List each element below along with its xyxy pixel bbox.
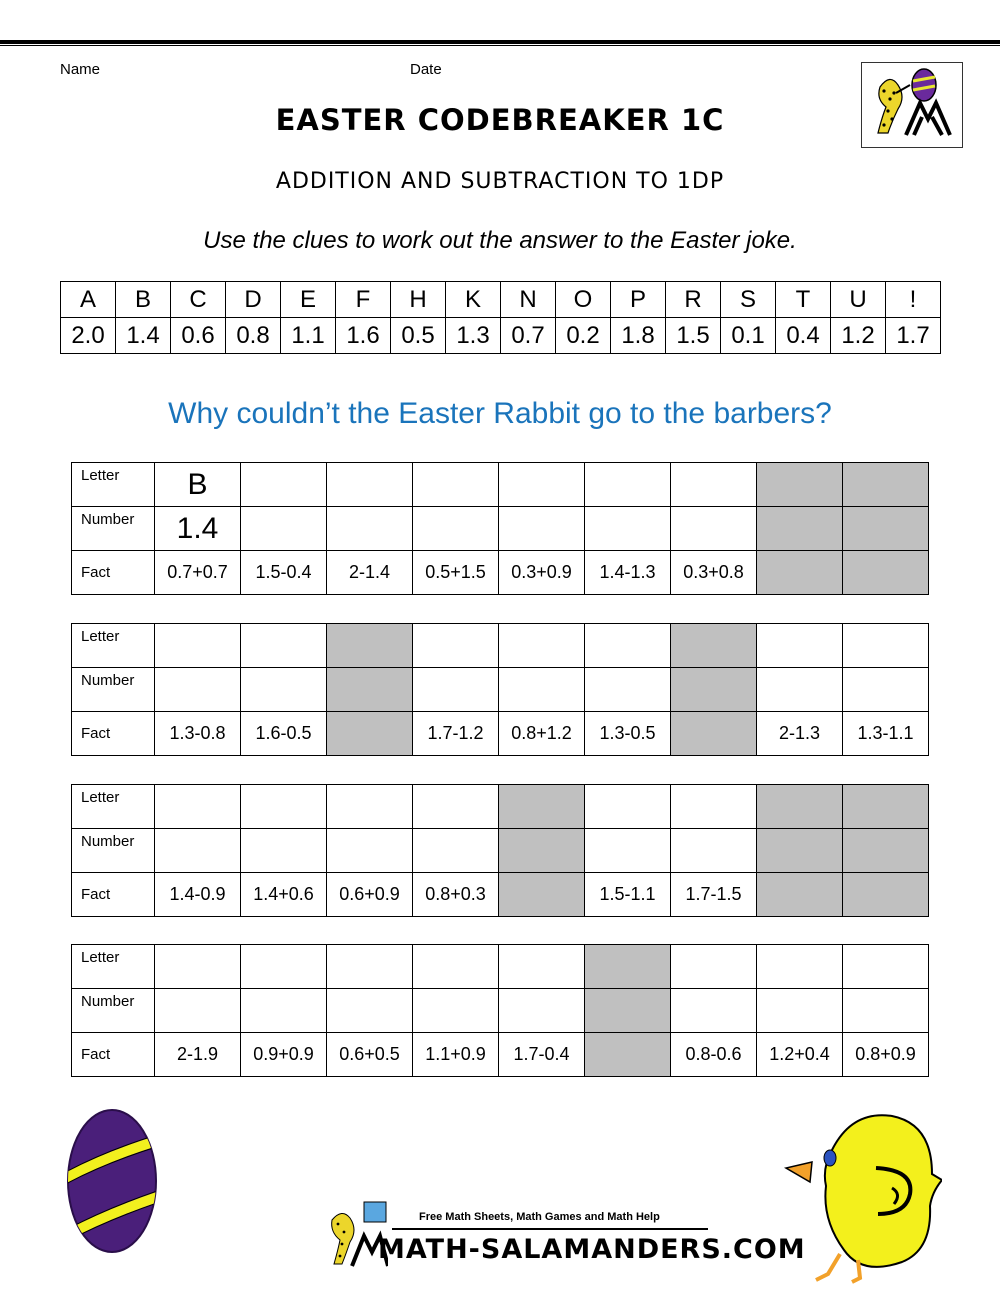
code-key-letter: E xyxy=(281,282,336,318)
grid-number-cell[interactable] xyxy=(241,668,327,712)
shaded-cell xyxy=(327,624,413,668)
grid-number-cell[interactable] xyxy=(413,829,499,873)
shaded-cell xyxy=(757,785,843,829)
grid-letter-cell[interactable] xyxy=(327,785,413,829)
grid-number-cell[interactable] xyxy=(585,507,671,551)
grid-fact-cell: 0.8-0.6 xyxy=(671,1033,757,1077)
shaded-cell xyxy=(843,507,929,551)
grid-letter-cell[interactable] xyxy=(241,463,327,507)
grid-letter-cell[interactable]: B xyxy=(155,463,241,507)
shaded-cell xyxy=(843,785,929,829)
grid-number-cell[interactable] xyxy=(327,507,413,551)
code-key-number: 0.8 xyxy=(226,318,281,354)
row-label-number: Number xyxy=(72,668,155,712)
code-key-number: 1.4 xyxy=(116,318,171,354)
grid-fact-cell: 0.9+0.9 xyxy=(241,1033,327,1077)
code-key-number: 0.6 xyxy=(171,318,226,354)
shaded-cell xyxy=(843,463,929,507)
grid-letter-cell[interactable] xyxy=(671,945,757,989)
grid-number-cell[interactable] xyxy=(155,829,241,873)
shaded-cell xyxy=(327,712,413,756)
code-key-number: 1.7 xyxy=(886,318,941,354)
grid-fact-row xyxy=(72,551,929,595)
grid-fact-cell: 1.5-0.4 xyxy=(241,551,327,595)
footer-rule xyxy=(392,1228,708,1230)
grid-number-cell[interactable] xyxy=(499,668,585,712)
grid-fact-cell: 1.1+0.9 xyxy=(413,1033,499,1077)
row-label-fact: Fact xyxy=(72,551,155,595)
shaded-cell xyxy=(757,463,843,507)
joke-question: Why couldn’t the Easter Rabbit go to the barbers? xyxy=(168,397,832,430)
grid-number-cell[interactable] xyxy=(499,507,585,551)
footer-tagline: Free Math Sheets, Math Games and Math Help xyxy=(419,1211,660,1223)
grid-number-cell[interactable] xyxy=(671,989,757,1033)
grid-fact-cell: 1.2+0.4 xyxy=(757,1033,843,1077)
shaded-cell xyxy=(843,551,929,595)
answer-grid-4 xyxy=(71,944,929,1077)
answer-grid-2 xyxy=(71,623,929,756)
grid-fact-row xyxy=(72,1033,929,1077)
grid-fact-cell: 0.8+1.2 xyxy=(499,712,585,756)
grid-letter-cell[interactable] xyxy=(413,463,499,507)
grid-fact-cell: 2-1.9 xyxy=(155,1033,241,1077)
grid-fact-cell: 0.7+0.7 xyxy=(155,551,241,595)
grid-number-cell[interactable] xyxy=(843,668,929,712)
code-key-number: 1.2 xyxy=(831,318,886,354)
row-label-letter: Letter xyxy=(72,945,155,989)
grid-fact-cell: 0.3+0.8 xyxy=(671,551,757,595)
chick-icon xyxy=(782,1110,942,1289)
code-key-letter: D xyxy=(226,282,281,318)
code-key-letter: N xyxy=(501,282,556,318)
grid-letter-cell[interactable] xyxy=(757,624,843,668)
row-label-fact: Fact xyxy=(72,712,155,756)
grid-number-cell[interactable] xyxy=(499,989,585,1033)
row-label-fact: Fact xyxy=(72,873,155,917)
code-key-letter: ! xyxy=(886,282,941,318)
grid-letter-cell[interactable] xyxy=(671,785,757,829)
grid-number-row xyxy=(72,668,929,712)
grid-letter-cell[interactable] xyxy=(155,785,241,829)
code-key-number: 1.3 xyxy=(446,318,501,354)
grid-fact-cell: 1.3-1.1 xyxy=(843,712,929,756)
grid-letter-cell[interactable] xyxy=(499,624,585,668)
grid-fact-cell: 2-1.4 xyxy=(327,551,413,595)
grid-letter-cell[interactable] xyxy=(757,945,843,989)
grid-fact-cell: 1.7-1.5 xyxy=(671,873,757,917)
code-key-letter: S xyxy=(721,282,776,318)
grid-number-cell[interactable] xyxy=(413,668,499,712)
grid-fact-cell: 1.7-1.2 xyxy=(413,712,499,756)
row-label-number: Number xyxy=(72,829,155,873)
grid-letter-row xyxy=(72,945,929,989)
grid-fact-cell: 1.3-0.5 xyxy=(585,712,671,756)
grid-fact-row xyxy=(72,873,929,917)
row-label-number: Number xyxy=(72,507,155,551)
grid-letter-cell[interactable] xyxy=(585,624,671,668)
code-key-letter: T xyxy=(776,282,831,318)
grid-number-row xyxy=(72,829,929,873)
code-key-number: 0.7 xyxy=(501,318,556,354)
grid-fact-cell: 0.8+0.9 xyxy=(843,1033,929,1077)
grid-number-cell[interactable] xyxy=(843,989,929,1033)
code-key-letter: R xyxy=(666,282,721,318)
grid-number-cell[interactable] xyxy=(757,668,843,712)
grid-number-cell[interactable] xyxy=(155,989,241,1033)
code-key-letter: F xyxy=(336,282,391,318)
shaded-cell xyxy=(757,551,843,595)
shaded-cell xyxy=(671,624,757,668)
grid-number-cell[interactable] xyxy=(585,668,671,712)
grid-number-cell[interactable]: 1.4 xyxy=(155,507,241,551)
grid-number-cell[interactable] xyxy=(241,507,327,551)
code-key-letter: U xyxy=(831,282,886,318)
shaded-cell xyxy=(843,873,929,917)
shaded-cell xyxy=(499,829,585,873)
grid-number-cell[interactable] xyxy=(671,507,757,551)
code-key-number: 1.5 xyxy=(666,318,721,354)
shaded-cell xyxy=(757,829,843,873)
grid-fact-cell: 1.5-1.1 xyxy=(585,873,671,917)
grid-letter-cell[interactable] xyxy=(843,945,929,989)
grid-fact-cell: 1.3-0.8 xyxy=(155,712,241,756)
grid-fact-cell: 0.6+0.5 xyxy=(327,1033,413,1077)
date-label: Date xyxy=(410,61,442,78)
grid-fact-row xyxy=(72,712,929,756)
grid-number-cell[interactable] xyxy=(241,989,327,1033)
code-key-letter: B xyxy=(116,282,171,318)
shaded-cell xyxy=(585,989,671,1033)
grid-letter-cell[interactable] xyxy=(843,624,929,668)
code-key-number: 2.0 xyxy=(61,318,116,354)
code-key-letter: K xyxy=(446,282,501,318)
shaded-cell xyxy=(671,712,757,756)
grid-letter-cell[interactable] xyxy=(327,463,413,507)
grid-letter-cell[interactable] xyxy=(241,624,327,668)
shaded-cell xyxy=(757,873,843,917)
shaded-cell xyxy=(499,785,585,829)
name-label: Name xyxy=(60,61,101,78)
grid-letter-cell[interactable] xyxy=(585,463,671,507)
grid-number-row xyxy=(72,989,929,1033)
grid-fact-cell: 1.6-0.5 xyxy=(241,712,327,756)
shaded-cell xyxy=(671,668,757,712)
row-label-letter: Letter xyxy=(72,785,155,829)
code-key-number: 0.2 xyxy=(556,318,611,354)
shaded-cell xyxy=(585,945,671,989)
code-key-numbers-row xyxy=(61,318,941,354)
grid-letter-cell[interactable] xyxy=(241,945,327,989)
code-key-letter: P xyxy=(611,282,666,318)
top-rule xyxy=(0,40,1000,46)
grid-letter-cell[interactable] xyxy=(155,624,241,668)
grid-letter-cell[interactable] xyxy=(413,785,499,829)
shaded-cell xyxy=(327,668,413,712)
easter-egg-icon xyxy=(66,1108,158,1259)
grid-letter-cell[interactable] xyxy=(499,945,585,989)
grid-letter-cell[interactable] xyxy=(413,945,499,989)
grid-fact-cell: 1.4+0.6 xyxy=(241,873,327,917)
grid-letter-row xyxy=(72,785,929,829)
grid-number-cell[interactable] xyxy=(327,989,413,1033)
row-label-fact: Fact xyxy=(72,1033,155,1077)
grid-number-cell[interactable] xyxy=(585,829,671,873)
code-key-number: 0.4 xyxy=(776,318,831,354)
grid-letter-cell[interactable] xyxy=(241,785,327,829)
instructions: Use the clues to work out the answer to the Easter joke. xyxy=(203,227,797,254)
row-label-letter: Letter xyxy=(72,624,155,668)
code-key-letter: C xyxy=(171,282,226,318)
footer-brand[interactable]: MATH-SALAMANDERS.COM xyxy=(378,1234,806,1265)
code-key-letter: O xyxy=(556,282,611,318)
grid-number-cell[interactable] xyxy=(327,829,413,873)
shaded-cell xyxy=(843,829,929,873)
grid-letter-cell[interactable] xyxy=(671,463,757,507)
grid-fact-cell: 0.5+1.5 xyxy=(413,551,499,595)
code-key-letters-row xyxy=(61,282,941,318)
row-label-letter: Letter xyxy=(72,463,155,507)
grid-number-cell[interactable] xyxy=(413,507,499,551)
grid-letter-cell[interactable] xyxy=(499,463,585,507)
shaded-cell xyxy=(757,507,843,551)
grid-letter-cell[interactable] xyxy=(585,785,671,829)
page-subtitle: ADDITION AND SUBTRACTION TO 1DP xyxy=(275,169,725,194)
grid-fact-cell: 0.8+0.3 xyxy=(413,873,499,917)
grid-letter-cell[interactable] xyxy=(327,945,413,989)
grid-fact-cell: 2-1.3 xyxy=(757,712,843,756)
code-key-number: 0.1 xyxy=(721,318,776,354)
page-title: EASTER CODEBREAKER 1C xyxy=(275,103,725,137)
code-key-number: 1.1 xyxy=(281,318,336,354)
grid-number-cell[interactable] xyxy=(155,668,241,712)
code-key-letter: H xyxy=(391,282,446,318)
grid-fact-cell: 1.7-0.4 xyxy=(499,1033,585,1077)
grid-fact-cell: 1.4-1.3 xyxy=(585,551,671,595)
shaded-cell xyxy=(499,873,585,917)
answer-grid-3 xyxy=(71,784,929,917)
grid-fact-cell: 0.6+0.9 xyxy=(327,873,413,917)
shaded-cell xyxy=(585,1033,671,1077)
grid-letter-row xyxy=(72,624,929,668)
code-key-letter: A xyxy=(61,282,116,318)
grid-fact-cell: 0.3+0.9 xyxy=(499,551,585,595)
grid-number-cell[interactable] xyxy=(413,989,499,1033)
grid-number-cell[interactable] xyxy=(241,829,327,873)
grid-number-cell[interactable] xyxy=(671,829,757,873)
grid-fact-cell: 1.4-0.9 xyxy=(155,873,241,917)
grid-letter-cell[interactable] xyxy=(413,624,499,668)
code-key-number: 0.5 xyxy=(391,318,446,354)
grid-letter-cell[interactable] xyxy=(155,945,241,989)
grid-letter-row xyxy=(72,463,929,507)
row-label-number: Number xyxy=(72,989,155,1033)
grid-number-cell[interactable] xyxy=(757,989,843,1033)
code-key-number: 1.8 xyxy=(611,318,666,354)
grid-number-row xyxy=(72,507,929,551)
answer-grid-1 xyxy=(71,462,929,595)
code-key-number: 1.6 xyxy=(336,318,391,354)
code-key-table xyxy=(60,281,941,354)
